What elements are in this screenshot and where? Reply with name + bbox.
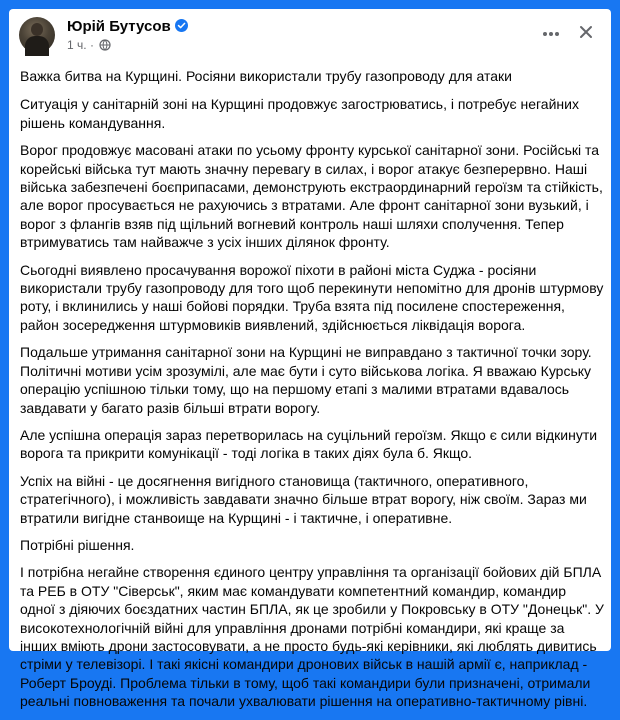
post-meta bbox=[67, 38, 111, 54]
post-time[interactable]: 1 ч. bbox=[67, 38, 87, 52]
post-paragraph: Ситуація у санітарній зоні на Курщині продовжує загострюватись, і потребує негайних рішень командування. bbox=[20, 96, 579, 131]
verified-badge-icon bbox=[175, 19, 188, 32]
avatar-body bbox=[25, 36, 49, 56]
post-paragraph: Потрібні рішення. bbox=[20, 536, 135, 553]
post-card bbox=[9, 9, 611, 710]
more-options-icon[interactable] bbox=[541, 23, 561, 43]
post-paragraph: Подальше утримання санітарної зони на Курщині не виправдано з тактичної точки зору. Політичні мотиви усім зрозумілі, але має бути і суто військова логіка. Я вважаю Курську операцію успішною тільки тому, що на першому етапі з малими втратами вдавалось завдавати у багато разів більші втрати ворогу. bbox=[20, 344, 592, 416]
author-name-text[interactable]: Юрій Бутусов bbox=[67, 18, 171, 35]
more-dot bbox=[555, 32, 559, 36]
post-paragraph: Але успішна операція зараз перетворилась на суцільний героїзм. Якщо є сили відкинути ворога та прикрити комунікації - тоді логіка в таких діях була б. Якщо. bbox=[20, 426, 598, 462]
post-header bbox=[9, 9, 611, 59]
author-name[interactable] bbox=[67, 18, 188, 35]
post-paragraph: Успіх на війні - це досягнення вигідного становища (тактичного, оперативного, стратегічного), і можливість завдавати значно більше втрат ворогу, ніж своїм. Зараз ми втратили вигідне станвоище на Курщині - і тактичне, і оперативне. bbox=[20, 472, 587, 526]
post-paragraph: Сьогодні виявлено просачування ворожої піхоти в районі міста Суджа - росіяни використали трубу газопроводу для того щоб перекинути непомітно для дронів штурмову роту, і вклинились у наші бойові порядки. Труба взята під посилене спостереження, район зосередження штурмовиків виявлений, здійснюється ліквідація ворога. bbox=[20, 261, 604, 333]
post-body bbox=[20, 67, 604, 720]
meta-separator: · bbox=[89, 38, 94, 52]
globe-icon[interactable] bbox=[99, 39, 111, 54]
post-paragraph: І потрібна негайне створення єдиного центру управління та організації бойових дій БПЛА та РЕБ в ОТУ "Сіверськ", яким має командувати компетентний командир, командир одної з діяючих боєздатних частин БПЛА, як це зробили у Покровську в ОТУ "Донецьк". У високотехнологічній війні для управління дронами потрібні командири, які краще за інших вміють дрони застосовувати, а не просто будь-які керівники, які люблять дивитись стріми у телевізорі. І такі якісні командири дронових військ в нашій армії є, наприклад - Роберт Броуді. Проблема тільки в тому, щоб такі командири були призначені, отримали реальні повноваження та почали ухвалювати рішення на оперативно-тактичному рівні. bbox=[20, 564, 604, 710]
more-dot bbox=[549, 32, 553, 36]
more-dot bbox=[543, 32, 547, 36]
author-avatar[interactable] bbox=[19, 17, 55, 53]
post-paragraph: Ворог продовжує масовані атаки по усьому фронту курської санітарної зони. Російські та корейські війська тут мають значну перевагу в силах, і ворог атакує безперервно. Наші війська забезпечені боєприпасами, демонструють екстраординарний героїзм та стійкість, але ворог просувається не рахуючись з втратами. Але фронт санітарної зони вузький, і ворог з флангів взяв під щільний вогневий контроль наші шляхи сполучення. Тепер втримуватись там найважче з усіх інших ділянок фронту. bbox=[20, 142, 603, 251]
avatar-head bbox=[31, 23, 43, 36]
post-headline: Важка битва на Курщині. Росіяни використали трубу газопроводу для атаки bbox=[20, 68, 512, 84]
close-icon[interactable] bbox=[575, 21, 597, 43]
